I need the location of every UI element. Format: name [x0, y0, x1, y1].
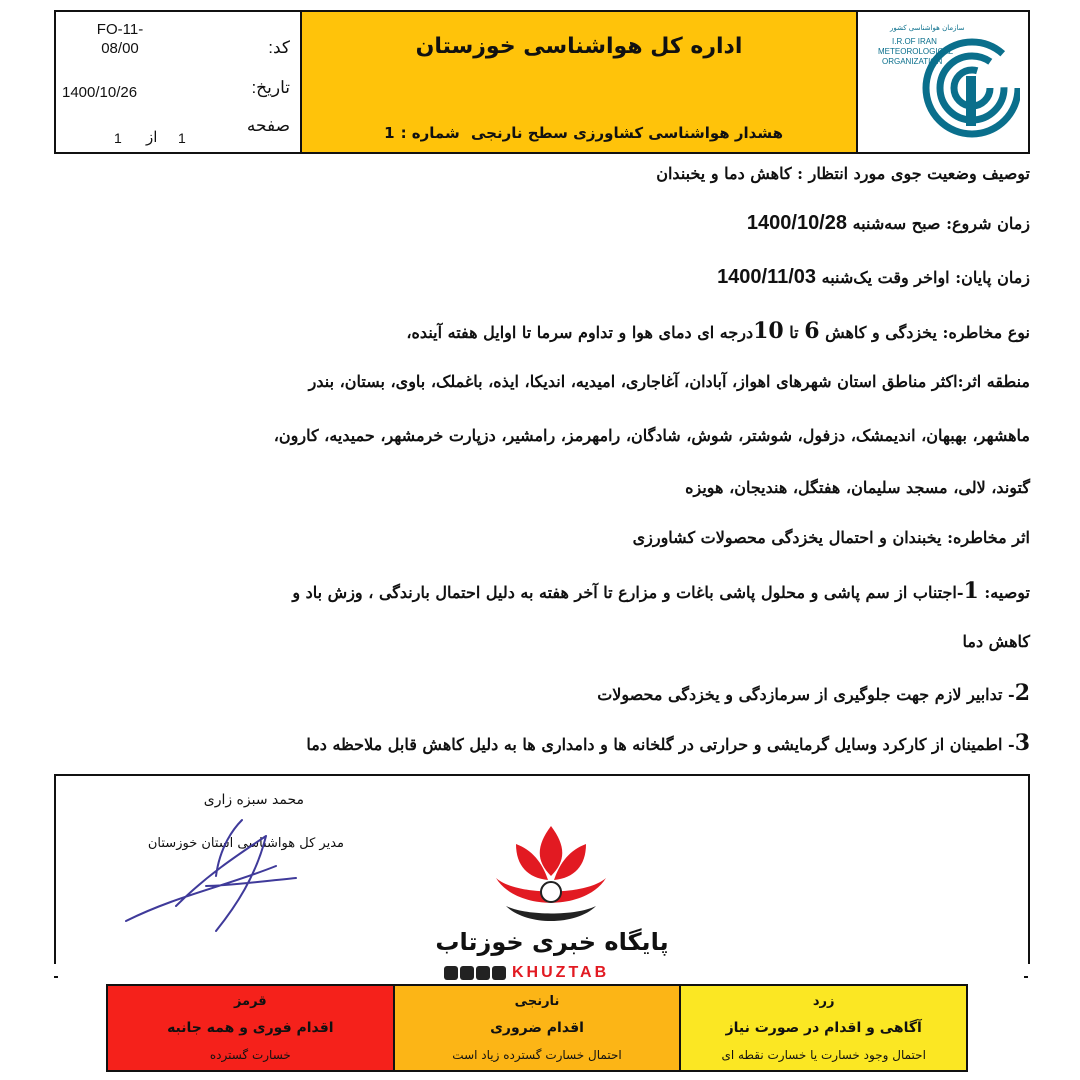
hazard-rest: درجه ای دمای هوا و تداوم سرما تا اوایل هفته آینده، — [406, 323, 754, 342]
affected-area-line-1: منطقه اثر:اکثر مناطق استان شهرهای اهواز، آبادان، آغاجاری، امیدیه، اندیکا، ایذه، باغملک، باوی، بستان، بندر — [308, 372, 1030, 391]
hazard-max: 10 — [753, 318, 784, 344]
end-date: 1400/11/03 — [717, 266, 817, 288]
legend-orange-level: نارنجی — [514, 994, 560, 1009]
warning-title — [381, 124, 786, 142]
legend-yellow-level: زرد — [812, 994, 835, 1009]
hazard-effect: اثر مخاطره: یخبندان و احتمال یخزدگی محصولات کشاورزی — [632, 528, 1030, 547]
recommendation-1 — [292, 578, 1030, 604]
start-time — [747, 212, 1030, 235]
brand-social-row — [444, 964, 609, 982]
handwritten-signature — [116, 816, 316, 936]
warning-number-label: شماره : — [400, 124, 460, 142]
page-of: از — [146, 129, 158, 146]
legend-yellow-impact: احتمال وجود خسارت یا خسارت نقطه ای — [721, 1048, 926, 1062]
signature-box — [54, 774, 1030, 964]
warning-level-legend — [106, 984, 968, 1072]
start-date: 1400/10/28 — [746, 212, 847, 234]
affected-area-line-2: ماهشهر، بهبهان، اندیمشک، دزفول، شوشتر، شوش، شادگان، رامهرمز، رامشیر، دزپارت خرمشهر، حمیدیه، کارون، — [273, 426, 1030, 445]
header-title-block — [302, 12, 858, 152]
brand-name-fa: پایگاه خبری خوزتاب — [435, 928, 669, 956]
recommendation-2-number: 2 — [1014, 680, 1030, 706]
divider-mark-left — [54, 976, 58, 978]
khuztab-logo-icon — [476, 816, 626, 936]
document-meta — [56, 12, 302, 152]
recommendation-1-text: -اجتناب از سم پاشی و محلول پاشی باغات و مزارع تا آخر هفته به دلیل احتمال بارندگی ، وزش باد و — [292, 583, 964, 602]
recommendation-label: توصیه: — [984, 583, 1030, 602]
recommendation-2-text: - تدابیر لازم جهت جلوگیری از سرمازدگی و یخزدگی محصولات — [597, 685, 1015, 704]
code-value: FO-11- 08/00 — [96, 21, 144, 57]
legend-yellow — [679, 986, 966, 1070]
warning-number: 1 — [384, 124, 395, 142]
logo-text-fa: سازمان هواشناسی کشور — [890, 24, 965, 32]
globe-icon — [492, 966, 506, 980]
signatory-name: محمد سبزه زاری — [203, 792, 304, 808]
recommendation-3-text: - اطمینان از کارکرد وسایل گرمایشی و حرارتی در گلخانه ها و دامداری ها به دلیل کاهش قابل ملاحظه دما — [306, 735, 1015, 754]
logo-text-en-1: I.R.OF IRAN — [892, 37, 937, 46]
affected-area-line-3: گتوند، لالی، مسجد سلیمان، هفتگل، هندیجان، هویزه — [685, 478, 1030, 497]
page-number: 1 — [114, 130, 122, 146]
end-label: زمان پایان: اواخر وقت یک‌شنبه — [821, 268, 1030, 287]
legend-orange — [393, 986, 680, 1070]
legend-red-level: قرمز — [233, 994, 267, 1009]
brand-name-en: KHUZTAB — [512, 964, 610, 981]
end-time — [717, 266, 1030, 289]
recommendation-1-continued: کاهش دما — [962, 632, 1030, 651]
hazard-min: 6 — [804, 318, 820, 344]
warning-level-title: هشدار هواشناسی کشاورزی سطح نارنجی — [470, 124, 783, 142]
recommendation-1-number: 1 — [963, 578, 979, 604]
logo-area — [858, 12, 1028, 152]
legend-orange-impact: احتمال خسارت گسترده زیاد است — [452, 1048, 622, 1062]
legend-orange-action: اقدام ضروری — [490, 1020, 584, 1036]
start-label: زمان شروع: صبح سه‌شنبه — [852, 214, 1030, 233]
recommendation-3 — [306, 730, 1030, 756]
logo-text-en-3: ORGANIZATION — [882, 57, 943, 66]
whatsapp-icon — [460, 966, 474, 980]
date-value: 1400/10/26 — [62, 84, 138, 101]
document-header — [54, 10, 1030, 154]
date-label: تاریخ: — [251, 78, 290, 97]
logo-text-en-2: METEOROLOGICAL — [878, 47, 954, 56]
hazard-to: تا — [789, 323, 799, 342]
instagram-icon — [476, 966, 490, 980]
recommendation-3-number: 3 — [1014, 730, 1030, 756]
hazard-label: نوع مخاطره: یخزدگی و کاهش — [825, 323, 1030, 342]
meteorological-organization-logo — [870, 16, 1020, 148]
hazard-type — [406, 318, 1030, 344]
recommendation-2 — [597, 680, 1030, 706]
weather-description: توصیف وضعیت جوی مورد انتظار : کاهش دما و یخبندان — [656, 164, 1030, 183]
divider-mark-right — [1024, 976, 1028, 978]
legend-red-impact: خسارت گسترده — [209, 1048, 291, 1062]
page-total: 1 — [178, 130, 186, 146]
signatory-title: مدیر کل هواشناسی استان خوزستان — [147, 836, 344, 851]
organization-title: اداره کل هواشناسی خوزستان — [415, 34, 743, 59]
code-label: کد: — [268, 38, 290, 57]
telegram-icon — [444, 966, 458, 980]
legend-red-action: اقدام فوری و همه جانبه — [167, 1020, 334, 1036]
legend-yellow-action: آگاهی و اقدام در صورت نیاز — [725, 1020, 922, 1036]
legend-red — [108, 986, 393, 1070]
page-label: صفحه — [246, 116, 290, 135]
